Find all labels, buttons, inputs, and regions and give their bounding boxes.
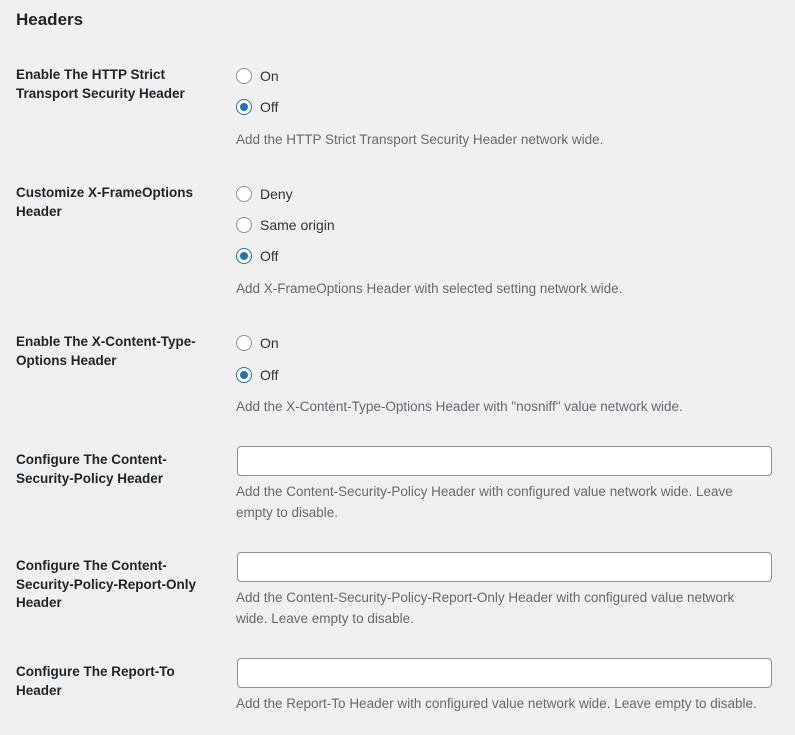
radio-label: Off — [260, 99, 279, 115]
hsts-label: Enable The HTTP Strict Transport Security Header — [16, 67, 185, 101]
xframe-radio-same-origin[interactable] — [236, 215, 335, 235]
xcto-description: Add the X-Content-Type-Options Header with "nosniff" value network wide. — [236, 399, 683, 414]
csp-label: Configure The Content-Security-Policy Header — [16, 452, 167, 486]
radio-button-checked[interactable] — [236, 367, 252, 383]
radio-button[interactable] — [236, 186, 252, 202]
reportto-label: Configure The Report-To Header — [16, 664, 175, 698]
csp-input[interactable] — [237, 446, 772, 476]
xframe-label: Customize X-FrameOptions Header — [16, 185, 194, 219]
xframe-description: Add X-FrameOptions Header with selected setting network wide. — [236, 281, 623, 296]
radio-label: On — [260, 335, 279, 351]
xcto-radio-on[interactable] — [236, 333, 279, 353]
hsts-radio-off[interactable] — [236, 97, 278, 117]
radio-button[interactable] — [236, 335, 252, 351]
radio-button-checked[interactable] — [236, 248, 252, 264]
radio-label: Off — [260, 248, 279, 264]
reportto-input[interactable] — [237, 658, 772, 688]
cspro-label: Configure The Content-Security-Policy-Report-Only Header — [16, 558, 197, 610]
cspro-input[interactable] — [237, 552, 772, 582]
reportto-description: Add the Report-To Header with configured value network wide. Leave empty to disable. — [236, 696, 757, 711]
radio-label: Same origin — [260, 217, 335, 233]
radio-button[interactable] — [236, 68, 252, 84]
section-title: Headers — [16, 10, 84, 29]
csp-description: Add the Content-Security-Policy Header with configured value network wide. Leave empty to disable. — [236, 484, 733, 520]
radio-label: On — [260, 68, 279, 84]
hsts-radio-on[interactable] — [236, 66, 279, 86]
radio-label: Deny — [260, 186, 293, 202]
xframe-radio-off[interactable] — [236, 246, 278, 266]
xframe-radio-deny[interactable] — [236, 184, 293, 204]
xcto-label: Enable The X-Content-Type-Options Header — [16, 334, 196, 368]
xcto-radio-off[interactable] — [236, 365, 278, 385]
radio-button-checked[interactable] — [236, 99, 252, 115]
hsts-description: Add the HTTP Strict Transport Security Header network wide. — [236, 132, 604, 147]
radio-label: Off — [260, 367, 279, 383]
radio-button[interactable] — [236, 217, 252, 233]
cspro-description: Add the Content-Security-Policy-Report-Only Header with configured value network wide. Leave empty to disable. — [236, 590, 735, 626]
